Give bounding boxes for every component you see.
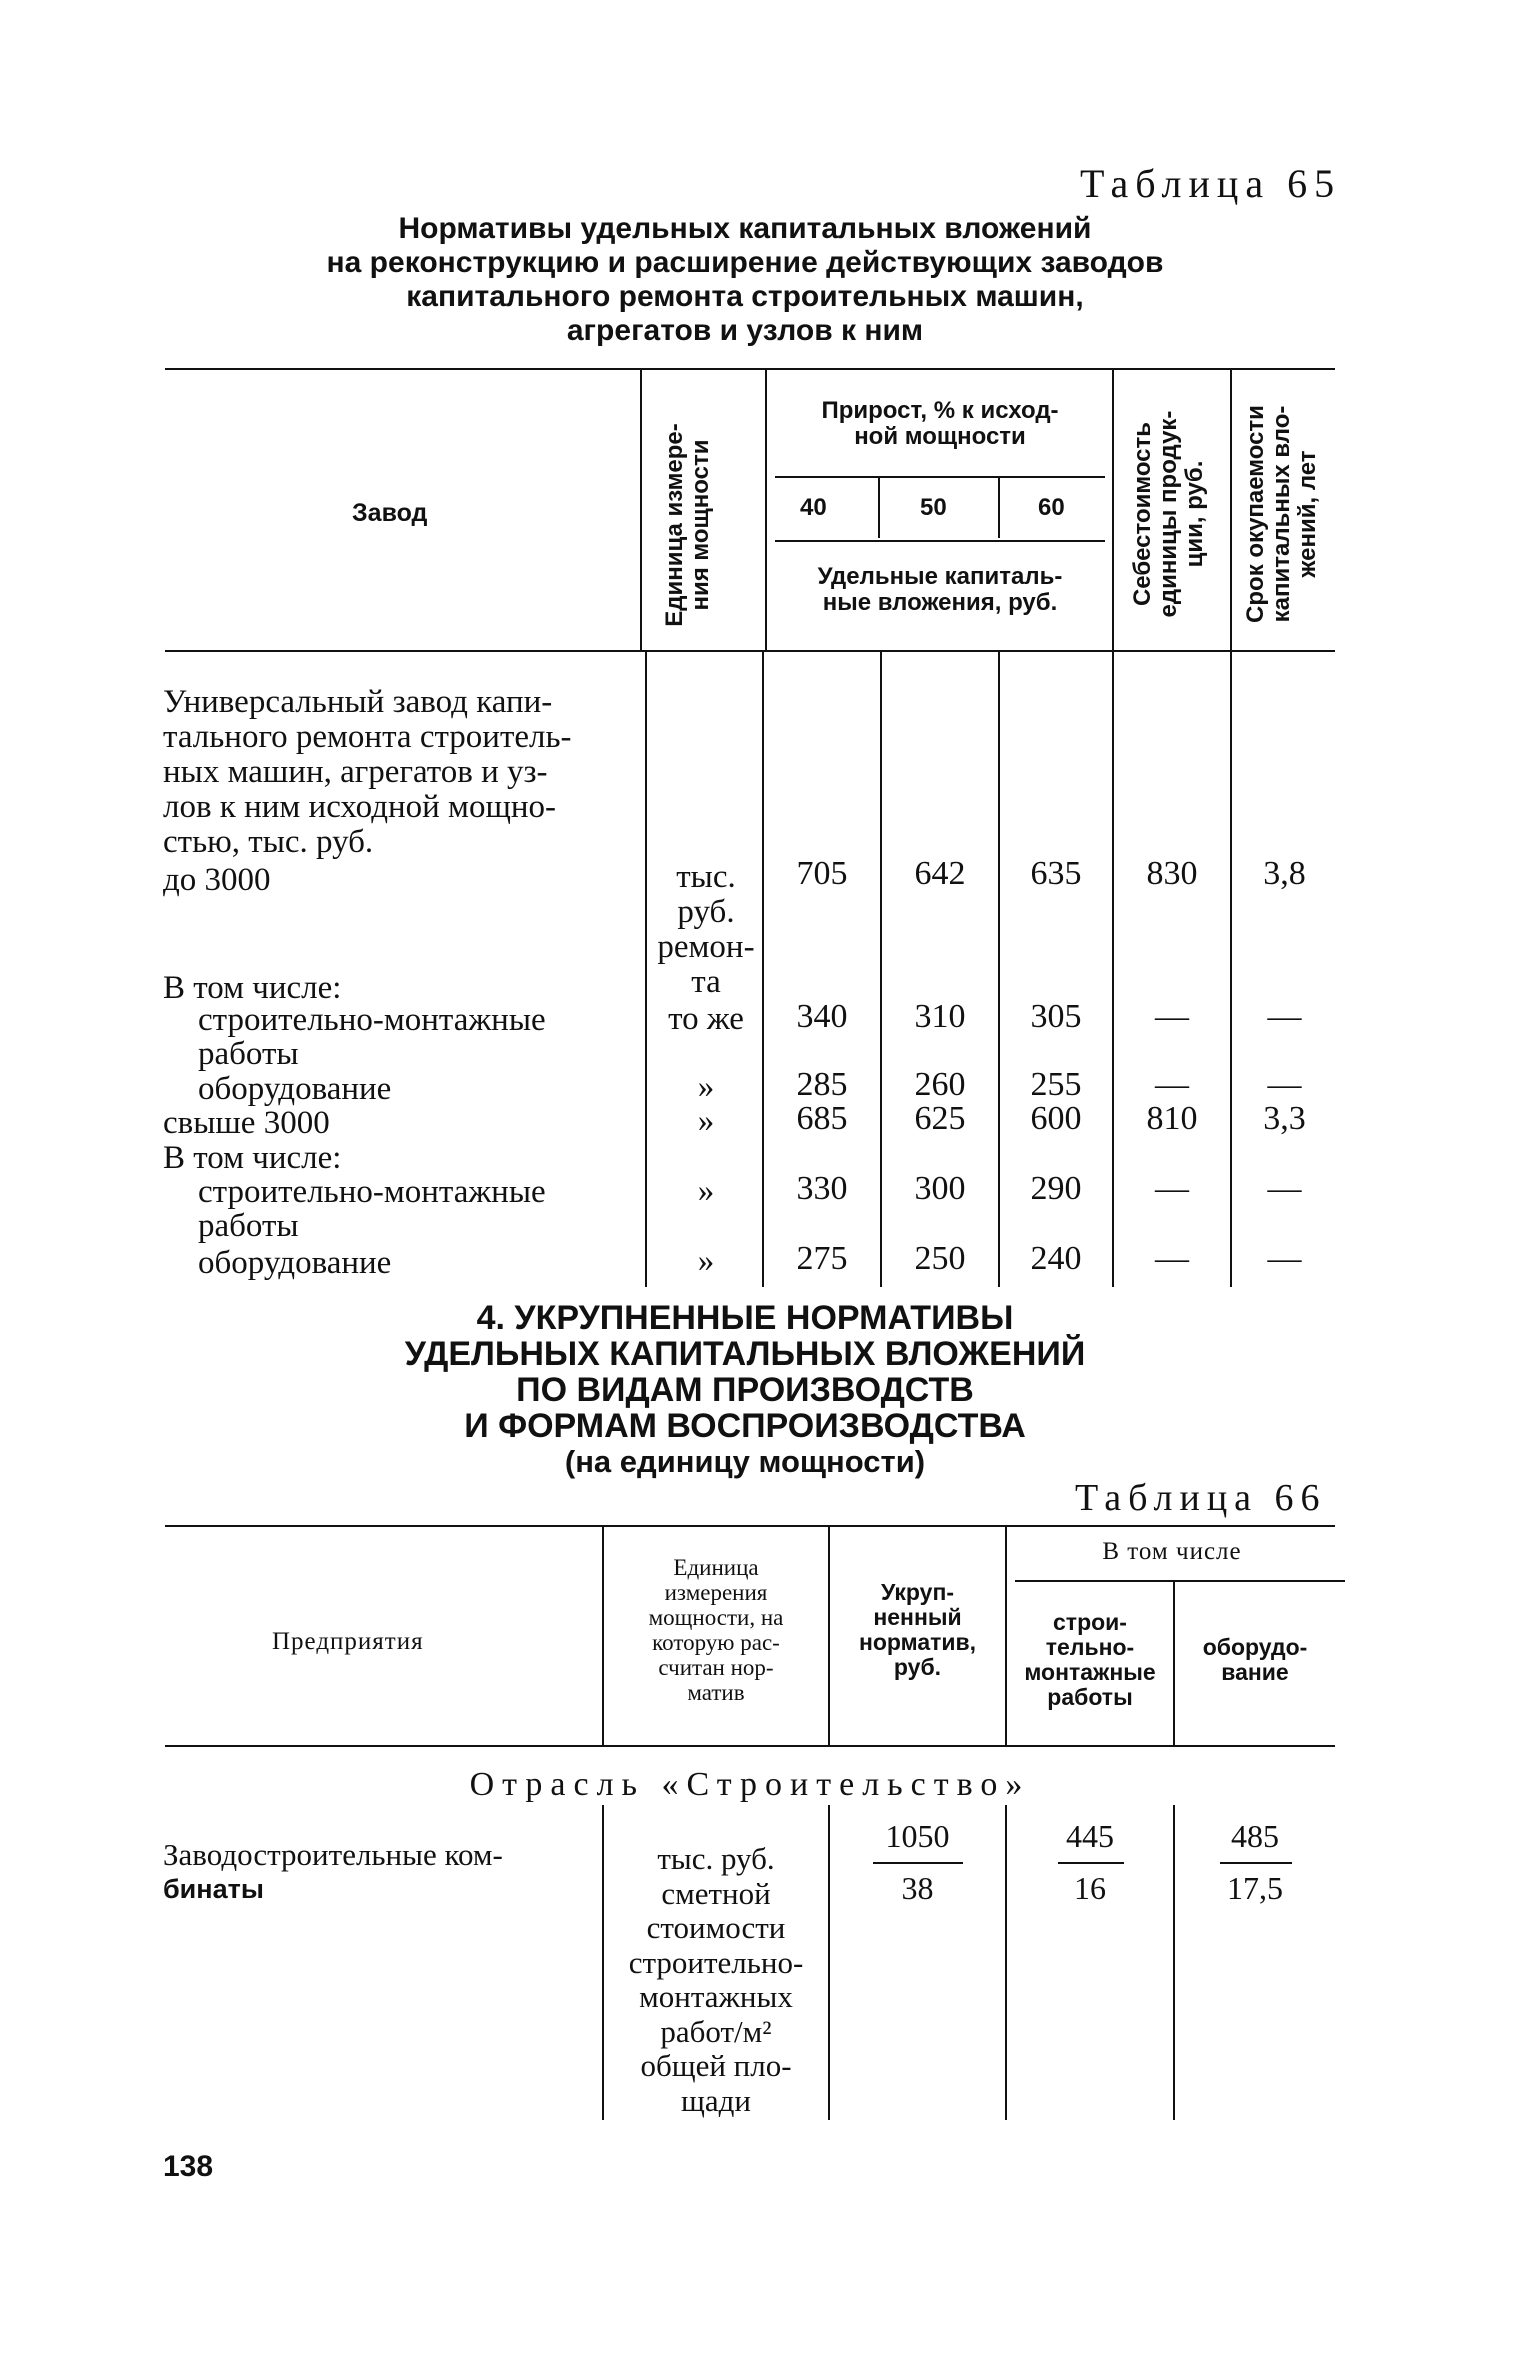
header-60: 60 <box>1038 494 1065 521</box>
sub-divider <box>998 478 1000 538</box>
value-payback: — <box>1267 1240 1302 1277</box>
header-growth: Прирост, % к исход- ной мощности <box>821 397 1059 450</box>
fraction-bar <box>873 1862 963 1864</box>
col-divider <box>765 370 767 650</box>
header-cost: Себестоимость единицы продук- ции, руб. <box>1129 410 1208 618</box>
title-line: на реконструкцию и расширение действующих заводов <box>326 246 1164 279</box>
value-50: 260 <box>914 1066 966 1103</box>
header-equipment: оборудо- вание <box>1202 1634 1308 1685</box>
header-construction: строи- тельно- монтажные работы <box>1024 1609 1156 1710</box>
enlarged-denominator: 38 <box>901 1870 934 1906</box>
header-plant: Завод <box>352 499 428 527</box>
value-50: 625 <box>914 1100 966 1137</box>
equipment-numerator: 485 <box>1231 1818 1279 1854</box>
header-unit: Единица измерения мощности, на которую рас- считан нор- матив <box>648 1555 784 1705</box>
table-65-label: Таблица 65 <box>1080 161 1342 206</box>
row-name: В том числе: <box>163 970 342 1006</box>
section-4-title: 4. УКРУПНЕННЫЕ НОРМАТИВЫ УДЕЛЬНЫХ КАПИТАЛЬНЫХ ВЛОЖЕНИЙ ПО ВИДАМ ПРОИЗВОДСТВ И ФОРМАМ ВОСПРОИЗВОДСТВА (на единицу мощности) <box>240 1300 1250 1480</box>
header-50: 50 <box>920 494 947 521</box>
header-40: 40 <box>800 494 827 521</box>
value-40: 705 <box>796 855 848 892</box>
col-divider <box>602 1527 604 1745</box>
row-unit: » <box>697 1243 715 1279</box>
value-60: 635 <box>1030 855 1082 892</box>
col-divider <box>1112 370 1114 650</box>
value-50: 310 <box>914 998 966 1035</box>
table-65-title <box>240 212 1250 348</box>
col-divider <box>640 370 642 650</box>
value-50: 300 <box>914 1170 966 1207</box>
value-payback: 3,8 <box>1263 855 1306 892</box>
sub-divider <box>878 478 880 538</box>
value-payback: — <box>1267 1170 1302 1207</box>
table-66-label: Таблица 66 <box>1075 1477 1327 1519</box>
header-payback: Срок окупаемости капитальных вло- жений, лет <box>1242 405 1321 623</box>
row-name: до 3000 <box>163 862 271 898</box>
col-divider <box>1230 370 1232 650</box>
title-line: Нормативы удельных капитальных вложений <box>398 212 1092 245</box>
value-50: 250 <box>914 1240 966 1277</box>
table-header-rule <box>165 1745 1335 1747</box>
row-name: оборудование <box>198 1071 392 1107</box>
value-60: 240 <box>1030 1240 1082 1277</box>
title-line: капитального ремонта строительных машин, <box>406 280 1084 313</box>
growth-subrule <box>775 540 1105 542</box>
value-payback: 3,3 <box>1263 1100 1306 1137</box>
value-cost: 830 <box>1146 855 1198 892</box>
value-payback: — <box>1267 998 1302 1035</box>
row-name: строительно-монтажные работы <box>198 1002 546 1072</box>
row-unit: то же <box>668 1001 744 1037</box>
row-name: Заводостроительные ком- бинаты <box>163 1837 503 1904</box>
header-specific: Удельные капиталь- ные вложения, руб. <box>817 563 1063 616</box>
value-40: 330 <box>796 1170 848 1207</box>
equipment-denominator: 17,5 <box>1227 1870 1283 1906</box>
value-payback: — <box>1267 1066 1302 1103</box>
value-40: 275 <box>796 1240 848 1277</box>
value-40: 285 <box>796 1066 848 1103</box>
value-60: 290 <box>1030 1170 1082 1207</box>
row-name: В том числе: <box>163 1140 342 1176</box>
fraction-bar <box>1058 1862 1124 1864</box>
table-top-rule <box>165 1525 1335 1527</box>
value-60: 305 <box>1030 998 1082 1035</box>
row-name: оборудование <box>198 1245 392 1281</box>
header-unit: Единица измере- ния мощности <box>661 423 714 627</box>
col-divider <box>602 1805 604 2120</box>
value-cost: — <box>1155 1240 1189 1277</box>
growth-subrule <box>775 476 1105 478</box>
row-unit: тыс. руб. ремон- та <box>657 859 755 1000</box>
row-name: свыше 3000 <box>163 1105 330 1141</box>
row-unit: » <box>697 1069 715 1105</box>
row-unit: тыс. руб. сметной стоимости строительно- монтажных работ/м² общей пло- щади <box>628 1841 804 2118</box>
page-number: 138 <box>163 2150 214 2183</box>
value-cost: — <box>1155 1170 1189 1207</box>
construction-denominator: 16 <box>1074 1870 1106 1906</box>
value-cost: — <box>1155 998 1189 1035</box>
fraction-bar <box>1220 1862 1292 1864</box>
value-60: 255 <box>1030 1066 1082 1103</box>
col-divider <box>645 652 647 1287</box>
title-line: агрегатов и узлов к ним <box>566 314 924 347</box>
value-50: 642 <box>914 855 966 892</box>
row-unit: » <box>697 1103 715 1139</box>
enlarged-numerator: 1050 <box>885 1818 950 1854</box>
including-subrule <box>1015 1580 1345 1582</box>
row-name: строительно-монтажные работы <box>198 1174 546 1244</box>
value-cost: — <box>1155 1066 1189 1103</box>
value-40: 685 <box>796 1100 848 1137</box>
construction-numerator: 445 <box>1066 1818 1114 1854</box>
section-4-subtitle: (на единицу мощности) <box>564 1444 926 1479</box>
table-header-rule <box>165 650 1335 652</box>
table-top-rule <box>165 368 1335 370</box>
branch-heading: Отрасль «Строительство» <box>469 1766 1031 1803</box>
row-unit: » <box>697 1173 715 1209</box>
value-60: 600 <box>1030 1100 1082 1137</box>
value-cost: 810 <box>1146 1100 1198 1137</box>
value-40: 340 <box>796 998 848 1035</box>
header-enterprise: Предприятия <box>272 1628 424 1655</box>
plant-description: Универсальный завод капи- тального ремонта строитель- ных машин, агрегатов и уз- лов к ним исходной мощно- стью, тыс. руб. <box>163 684 572 860</box>
header-enlarged: Укруп- ненный норматив, руб. <box>858 1579 977 1680</box>
header-including: В том числе <box>1102 1538 1242 1565</box>
